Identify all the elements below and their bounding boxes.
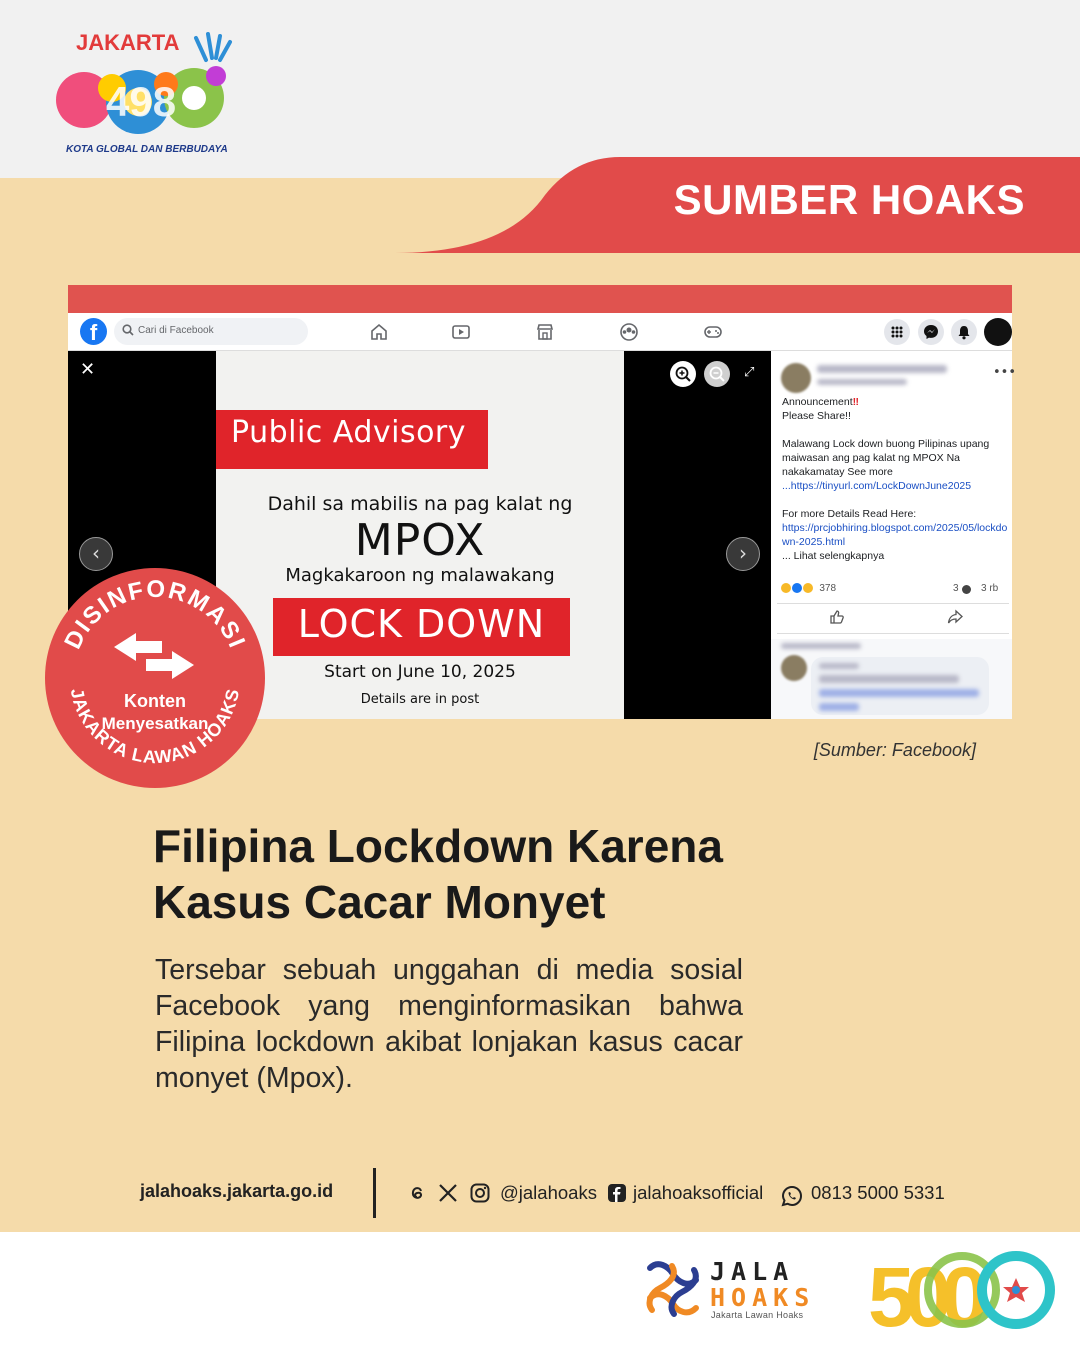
sad-emoji-icon [803,583,813,593]
folder-tab-shape [0,178,420,258]
haha-emoji-icon [781,583,791,593]
post-link-2[interactable]: https://prcjobhiring.blogspot.com/2025/05/lockdown-2025.html [782,522,1008,548]
like-icon[interactable] [829,609,845,625]
zoom-in-icon [670,361,696,387]
divider [777,603,1009,604]
x-twitter-icon[interactable] [437,1182,459,1204]
profile-avatar[interactable] [984,318,1012,346]
instagram-icon[interactable] [469,1182,491,1204]
jakarta-500-logo [868,1250,1058,1344]
poster-avatar [781,363,811,393]
facebook-logo-icon[interactable]: f [80,318,107,345]
please-share-text: Please Share!! [782,410,851,422]
blurred-page-name [817,365,947,373]
close-icon[interactable]: ✕ [80,359,96,380]
zoom-out-button[interactable] [704,361,730,387]
share-icon[interactable] [947,609,963,625]
reaction-count[interactable]: 378 [819,583,837,594]
viewer-right-pane [624,351,771,719]
threads-icon[interactable] [406,1182,428,1204]
next-photo-button[interactable]: › [726,537,760,571]
poster-start-date: Start on June 10, 2025 [324,662,516,682]
whatsapp-icon[interactable] [779,1183,805,1209]
comment-count[interactable]: 3 [953,583,959,594]
jakarta-498-logo [46,28,246,168]
brand-jala: JALA [710,1257,795,1286]
search-placeholder: Cari di Facebook [138,325,214,336]
poster-details: Details are in post [360,692,480,707]
share-count[interactable]: 3 rb [981,583,999,594]
menu-grid-button[interactable] [884,319,910,345]
blurred-timestamp [817,379,907,385]
stamp-line1: Konten [124,691,186,711]
stamp-line2: Menyesatkan [101,714,209,733]
whatsapp-number[interactable]: 0813 5000 5331 [811,1182,945,1203]
stamp-arc-top: DISINFORMASI [59,575,251,654]
reaction-row [781,583,1006,599]
article-title: Filipina Lockdown Karena Kasus Cacar Monyet [153,820,723,928]
announcement-text: Announcement [782,396,853,408]
source-caption: [Sumber: Facebook] [813,740,976,760]
blurred-comment-line [819,675,959,683]
disinformasi-stamp [44,567,266,789]
comment-icon [962,585,971,594]
footer-separator [373,1168,376,1218]
facebook-navbar [68,313,1012,351]
messenger-button[interactable] [918,319,944,345]
logo-tagline: KOTA GLOBAL DAN BERBUDAYA [66,144,228,155]
facebook-page-name[interactable]: jalahoaksofficial [633,1182,764,1203]
bell-icon [951,319,977,345]
blurred-comment-line [819,663,859,669]
messenger-icon [918,319,944,345]
video-icon[interactable] [451,322,471,342]
groups-icon[interactable] [619,322,639,342]
fullscreen-icon[interactable]: ⤢ [744,365,755,380]
facebook-search-input[interactable] [114,318,308,345]
poster-line1: Dahil sa mabilis na pag kalat ng [267,493,573,515]
poster-badge: Public Advisory [231,415,467,450]
brand-tagline: Jakarta Lawan Hoaks [711,1310,804,1320]
logo-number: 498 [106,78,177,125]
post-link-1[interactable]: ...https://tinyurl.com/LockDownJune2025 [782,480,972,492]
notifications-button[interactable] [951,319,977,345]
stamp-arc-bottom: JAKARTA LAWAN HOAKS [66,686,244,768]
anniversary-number: 500 [868,1250,979,1344]
double-exclamation-icon: ‼ [852,396,859,408]
home-icon[interactable] [369,322,389,342]
search-icon [122,324,134,336]
social-handle[interactable]: @jalahoaks [500,1182,597,1203]
screenshot-top-strip [68,285,1012,313]
poster-headline: MPOX [354,515,486,566]
website-link[interactable]: jalahoaks.jakarta.go.id [140,1181,334,1201]
post-body: Malawang Lock down buong Pilipinas upang maiwasan ang pag kalat ng MPOX Na nakakamatay See more [782,438,990,478]
poster-line2: Magkakaroon ng malawakang [285,565,555,586]
more-options-icon[interactable]: ••• [993,365,1017,380]
gaming-icon[interactable] [703,322,723,342]
logo-jakarta-text: JAKARTA [76,30,180,55]
zoom-out-icon [704,361,730,387]
brand-hoaks: HOAKS [710,1283,816,1312]
blurred-comment-line [819,703,859,711]
post-side-panel [771,351,1017,719]
commenter-avatar [781,655,807,681]
advisory-poster-image [216,351,624,719]
previous-photo-button[interactable]: ‹ [79,537,113,571]
facebook-icon[interactable] [606,1182,628,1204]
post-announcement [782,395,1010,409]
more-details-text: For more Details Read Here: [782,508,917,520]
zoom-in-button[interactable] [670,361,696,387]
marketplace-icon[interactable] [535,322,555,342]
like-emoji-icon [792,583,802,593]
see-more-link[interactable]: ... Lihat selengkapnya [782,550,885,562]
article-description: Tersebar sebuah unggahan di media sosial Facebook yang menginformasikan bahwa Filipina lockdown akibat lonjakan kasus cacar monyet (Mpox). [155,954,743,1094]
poster-lockdown: LOCK DOWN [297,602,546,646]
divider [777,633,1009,634]
banner-label: SUMBER HOAKS [673,176,1025,223]
blurred-sort-label [781,643,861,649]
grid-icon [884,319,910,345]
blurred-comment-line [819,689,979,697]
jala-hoaks-logo-icon [642,1258,704,1320]
